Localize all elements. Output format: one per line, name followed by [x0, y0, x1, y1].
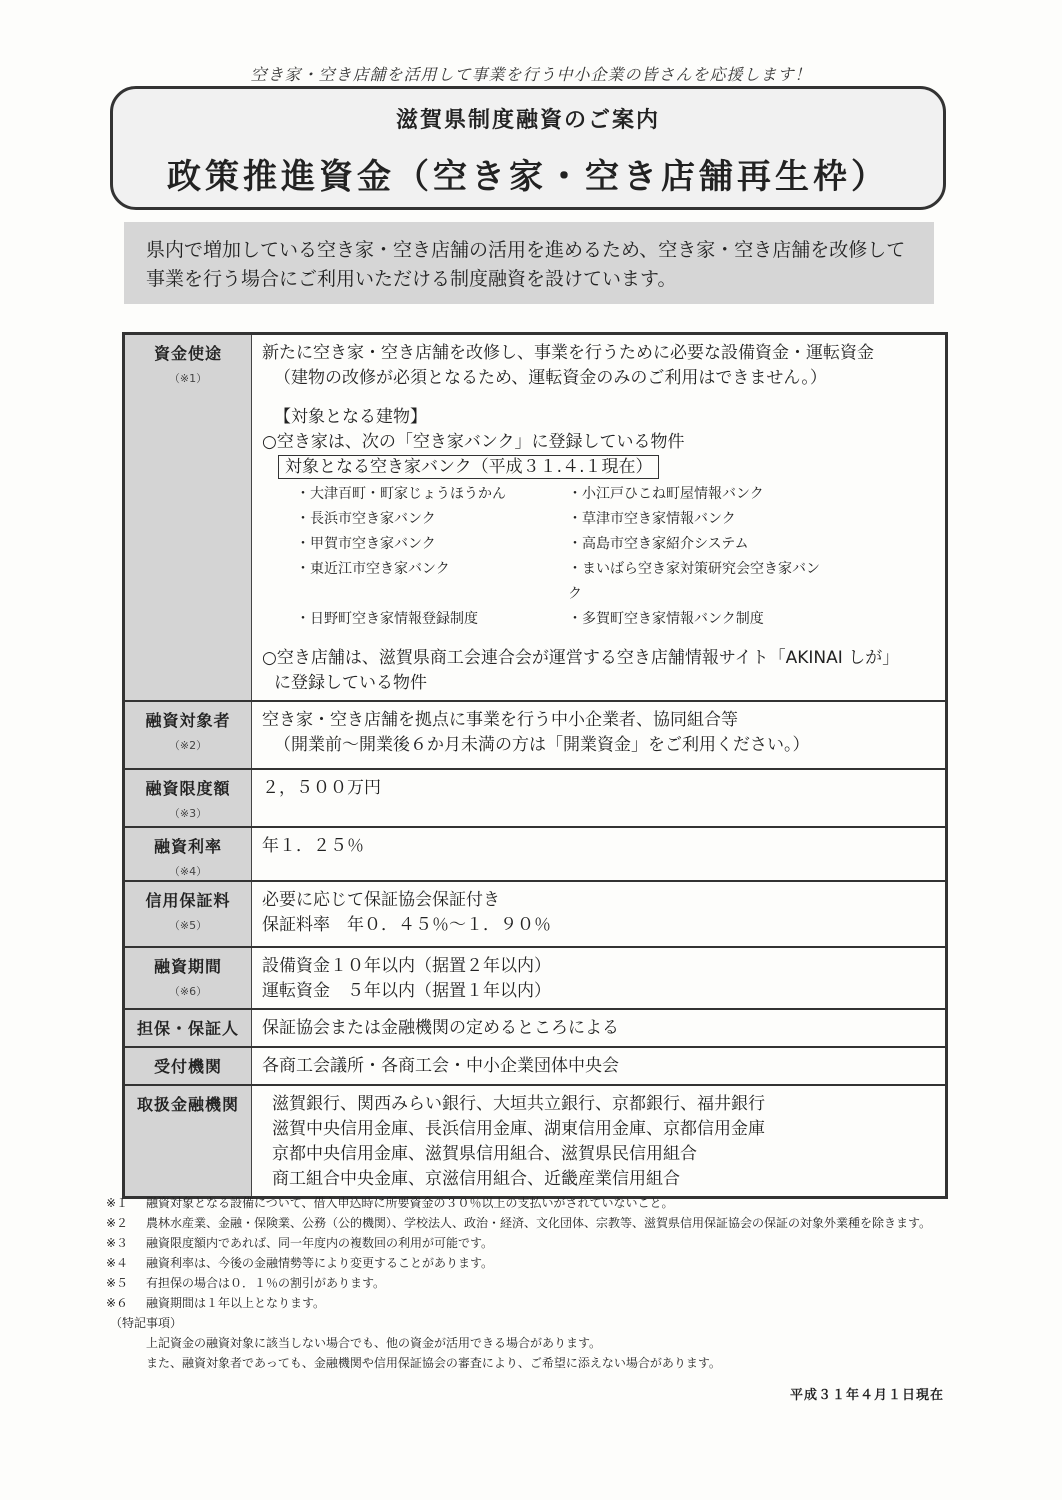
row-borrower [124, 701, 947, 769]
intro-line: 県内で増加している空き家・空き店舗の活用を進めるため、空き家・空き店舗を改修して [146, 239, 906, 261]
target-heading: 【対象となる建物】 [274, 407, 427, 427]
intro-box [124, 222, 934, 304]
bank-item: ・草津市空き家情報バンク [568, 511, 736, 527]
row-label-cell [124, 769, 252, 827]
row-note: （※4） [168, 865, 208, 878]
content-line: ２，５００万円 [262, 778, 381, 798]
row-collateral [124, 1009, 947, 1047]
footnote-text: 有担保の場合は０．１％の割引があります。 [146, 1276, 386, 1290]
bank-item: ・日野町空き家情報登録制度 [296, 611, 478, 627]
loan-info-table [122, 332, 948, 1199]
footnote-text: 融資限度額内であれば、同一年度内の複数回の利用が可能です。 [146, 1236, 494, 1250]
row-note: （※1） [168, 372, 208, 385]
row-label-cell [124, 701, 252, 769]
row-content [252, 1047, 947, 1085]
row-label-cell [124, 827, 252, 881]
row-label: 資金使途 [153, 344, 222, 363]
footnote [106, 1193, 966, 1213]
lender-line: 滋賀中央信用金庫、長浜信用金庫、湖東信用金庫、京都信用金庫 [272, 1119, 765, 1139]
footnote-mark: ※４ [106, 1256, 129, 1270]
content-line: 年１．２５％ [262, 836, 364, 856]
content-line: 保証料率 年０．４５％～１．９０％ [262, 915, 551, 935]
content-line: 必要に応じて保証協会保証付き [262, 890, 500, 910]
bank-box-label: 対象となる空き家バンク（平成３１.４.１現在） [278, 455, 659, 479]
row-content [252, 769, 947, 827]
row-note: （※6） [168, 985, 208, 998]
row-label: 融資利率 [153, 837, 222, 856]
footnote-text: 融資対象となる設備について、借入申込時に所要資金の３０％以上の支払いがされていないこと。 [146, 1196, 674, 1210]
row-label-cell [124, 334, 252, 702]
row-label-cell [124, 1047, 252, 1085]
row-fund-use [124, 334, 947, 702]
title-box [110, 86, 946, 210]
as-of-date: 平成３１年４月１日現在 [789, 1388, 944, 1403]
bank-item: ・長浜市空き家バンク [296, 511, 436, 527]
row-lenders [124, 1085, 947, 1198]
footnote [106, 1273, 966, 1293]
footnote-mark: ※２ [106, 1216, 129, 1230]
lender-line: 滋賀銀行、関西みらい銀行、大垣共立銀行、京都銀行、福井銀行 [272, 1094, 765, 1114]
row-label: 受付機関 [153, 1057, 222, 1076]
row-content [252, 947, 947, 1009]
row-label: 取扱金融機関 [136, 1095, 239, 1114]
intro-line: 事業を行う場合にご利用いただける制度融資を設けています。 [146, 268, 677, 290]
content-line: 新たに空き家・空き店舗を改修し、事業を行うために必要な設備資金・運転資金 [262, 343, 874, 363]
content-line: 設備資金１０年以内（据置２年以内） [262, 956, 551, 976]
footnote [106, 1253, 966, 1273]
row-label-cell [124, 1009, 252, 1047]
content-line: 空き家・空き店舗を拠点に事業を行う中小企業者、協同組合等 [262, 710, 738, 730]
bank-item: ・多賀町空き家情報バンク制度 [568, 611, 764, 627]
row-limit [124, 769, 947, 827]
row-note: （※5） [168, 919, 208, 932]
row-content [252, 334, 947, 702]
row-label-cell [124, 1085, 252, 1198]
row-content [252, 827, 947, 881]
footnote-text: 融資利率は、今後の金融情勢等により変更することがあります。 [146, 1256, 494, 1270]
tagline: 空き家・空き店舗を活用して事業を行う中小企業の皆さんを応援します！ [250, 65, 812, 84]
bank-item: ・東近江市空き家バンク [296, 561, 450, 577]
row-note: （※2） [168, 739, 208, 752]
footnote [106, 1293, 966, 1313]
row-guarantee-fee [124, 881, 947, 947]
row-label-cell [124, 947, 252, 1009]
row-label: 信用保証料 [145, 891, 231, 910]
store-line: ○空き店舗は、滋賀県商工会連合会が運営する空き店舗情報サイト「AKINAI しが」 [262, 648, 900, 668]
footnote-text: 農林水産業、金融・保険業、公務（公的機関）、学校法人、政治・経済、文化団体、宗教等、滋賀県信用保証協会の保証の対象外業種を除きます。 [146, 1216, 932, 1230]
lender-line: 京都中央信用金庫、滋賀県信用組合、滋賀県民信用組合 [272, 1144, 697, 1164]
row-label: 融資限度額 [145, 779, 231, 798]
footnote-text: 融資期間は１年以上となります。 [146, 1296, 326, 1310]
content-line: 運転資金 ５年以内（据置１年以内） [262, 981, 551, 1001]
content-line: 各商工会議所・各商工会・中小企業団体中央会 [262, 1056, 619, 1076]
row-note: （※3） [168, 807, 208, 820]
special-notes-heading: （特記事項） [110, 1316, 183, 1330]
footnote-mark: ※５ [106, 1276, 129, 1290]
footnote [106, 1233, 966, 1253]
akiya-line: ○空き家は、次の「空き家バンク」に登録している物件 [262, 432, 685, 452]
content-line: 保証協会または金融機関の定めるところによる [262, 1018, 619, 1038]
row-content [252, 881, 947, 947]
row-content [252, 1009, 947, 1047]
row-label-cell [124, 881, 252, 947]
bank-item: ・小江戸ひこね町屋情報バンク [568, 486, 764, 502]
row-label: 融資対象者 [145, 711, 231, 730]
akiya-bank-list [296, 482, 939, 632]
content-line: （開業前～開業後６か月未満の方は「開業資金」をご利用ください。） [274, 735, 810, 755]
row-label: 担保・保証人 [136, 1019, 239, 1038]
content-line: （建物の改修が必須となるため、運転資金のみのご利用はできません。） [274, 368, 827, 388]
row-term [124, 947, 947, 1009]
special-note-line: また、融資対象者であっても、金融機関や信用保証協会の審査により、ご希望に添えない場合があります。 [146, 1356, 721, 1370]
row-reception [124, 1047, 947, 1085]
subtitle: 滋賀県制度融資のご案内 [395, 108, 660, 133]
footnote [106, 1213, 966, 1233]
footnotes [106, 1193, 966, 1373]
page-title: 政策推進資金（空き家・空き店舗再生枠） [167, 157, 889, 197]
bank-item: ・高島市空き家紹介システム [568, 536, 749, 552]
row-content [252, 1085, 947, 1198]
footnote-mark: ※６ [106, 1296, 129, 1310]
footnote-mark: ※１ [106, 1196, 129, 1210]
row-content [252, 701, 947, 769]
bank-item: ・甲賀市空き家バンク [296, 536, 436, 552]
footnote-mark: ※３ [106, 1236, 129, 1250]
bank-item: ・まいばら空き家対策研究会空き家バンク [568, 561, 820, 602]
row-label: 融資期間 [153, 957, 222, 976]
row-rate [124, 827, 947, 881]
special-note-line: 上記資金の融資対象に該当しない場合でも、他の資金が活用できる場合があります。 [146, 1336, 602, 1350]
lender-line: 商工組合中央金庫、京滋信用組合、近畿産業信用組合 [272, 1169, 680, 1189]
store-line: に登録している物件 [274, 673, 427, 693]
bank-item: ・大津百町・町家じょうほうかん [296, 486, 506, 502]
